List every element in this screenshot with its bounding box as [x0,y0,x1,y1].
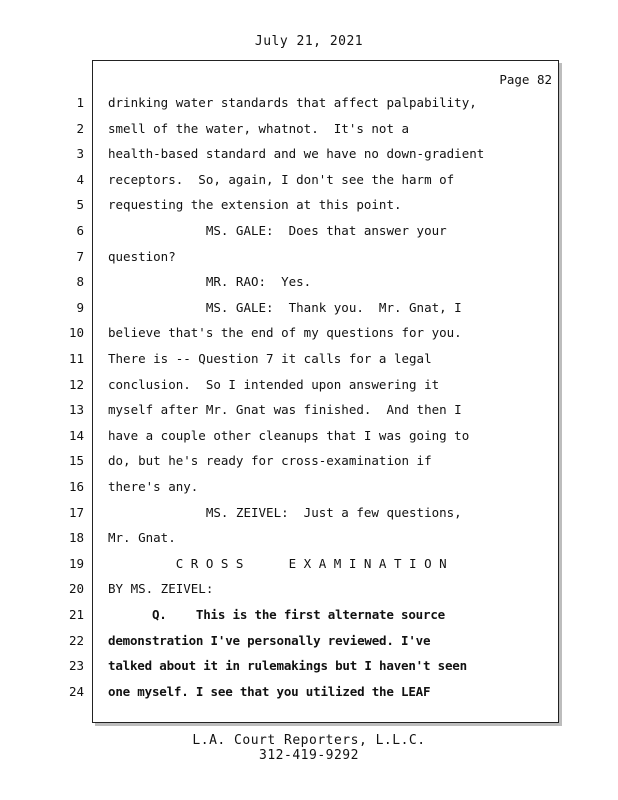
line-number: 19 [68,555,84,571]
line-text: MS. GALE: Thank you. Mr. Gnat, I [108,299,462,315]
transcript-line [0,274,618,300]
transcript-line [0,146,618,172]
transcript-line [0,556,618,582]
transcript-line [0,684,618,710]
line-text: MS. GALE: Does that answer your [108,223,447,238]
line-number: 22 [68,632,84,648]
transcript-line [0,377,618,403]
line-text: MR. RAO: Yes. [108,274,312,290]
line-number: 13 [68,402,84,418]
transcript-line [0,453,618,479]
line-number: 5 [76,197,84,213]
transcript-line [0,479,618,505]
line-text: drinking water standards that affect palpability, [108,95,477,110]
transcript-line [0,530,618,556]
line-number: 4 [76,171,84,187]
line-number: 15 [68,453,84,469]
transcript-line [0,121,618,147]
line-number: 18 [68,530,84,546]
transcript-line [0,197,618,223]
line-number: 14 [68,427,84,443]
transcript-line [0,249,618,275]
line-text: myself after Mr. Gnat was finished. And then I [108,402,462,418]
transcript-line [0,95,618,121]
transcript-line [0,300,618,326]
transcript-line [0,223,618,249]
transcript-line [0,172,618,198]
transcript-line [0,505,618,531]
line-text: there's any. [108,479,199,494]
transcript-line [0,607,618,633]
line-number: 12 [68,376,84,392]
line-number: 23 [68,658,84,674]
line-text: do, but he's ready for cross-examination if [108,453,432,469]
line-number: 21 [68,607,84,622]
line-text: conclusion. So I intended upon answering it [108,376,440,392]
transcript-line [0,581,618,607]
line-number: 9 [76,299,84,315]
line-number: 3 [76,146,84,162]
line-number: 6 [76,223,84,238]
reporter-company: L.A. Court Reporters, L.L.C. [192,733,426,748]
line-text: smell of the water, whatnot. It's not a [108,120,410,136]
transcript-date: July 21, 2021 [254,34,364,49]
line-text: talked about it in rulemakings but I haven't seen [108,658,467,674]
line-text: question? [108,248,176,264]
line-text: requesting the extension at this point. [108,197,402,213]
transcript-line [0,658,618,684]
transcript-line [0,325,618,351]
transcript-line [0,428,618,454]
line-number: 1 [76,95,84,110]
line-text: have a couple other cleanups that I was going to [108,427,470,443]
line-text: one myself. I see that you utilized the LEAF [108,683,431,699]
transcript-line [0,402,618,428]
line-text: Q. This is the first alternate source [108,607,445,622]
transcript-line [0,633,618,659]
transcript-line [0,351,618,377]
line-number: 16 [68,479,84,494]
line-number: 20 [68,581,84,597]
line-number: 17 [68,504,84,520]
page-number: Page 82 [499,72,552,87]
line-number: 8 [76,274,84,290]
line-number: 24 [68,683,84,699]
line-number: 11 [68,351,84,366]
line-text: C R O S S E X A M I N A T I O N [108,555,447,571]
line-text: Mr. Gnat. [108,530,176,546]
line-number: 7 [76,248,84,264]
line-number: 2 [76,120,84,136]
line-number: 10 [68,325,84,341]
line-text: receptors. So, again, I don't see the harm of [108,171,455,187]
reporter-phone: 312-419-9292 [259,748,359,763]
line-text: health-based standard and we have no down-gradient [108,146,485,162]
line-text: MS. ZEIVEL: Just a few questions, [108,504,462,520]
line-text: believe that's the end of my questions for you. [108,325,462,341]
line-text: demonstration I've personally reviewed. I've [108,632,431,648]
line-text: BY MS. ZEIVEL: [108,581,214,597]
line-text: There is -- Question 7 it calls for a legal [108,351,432,366]
